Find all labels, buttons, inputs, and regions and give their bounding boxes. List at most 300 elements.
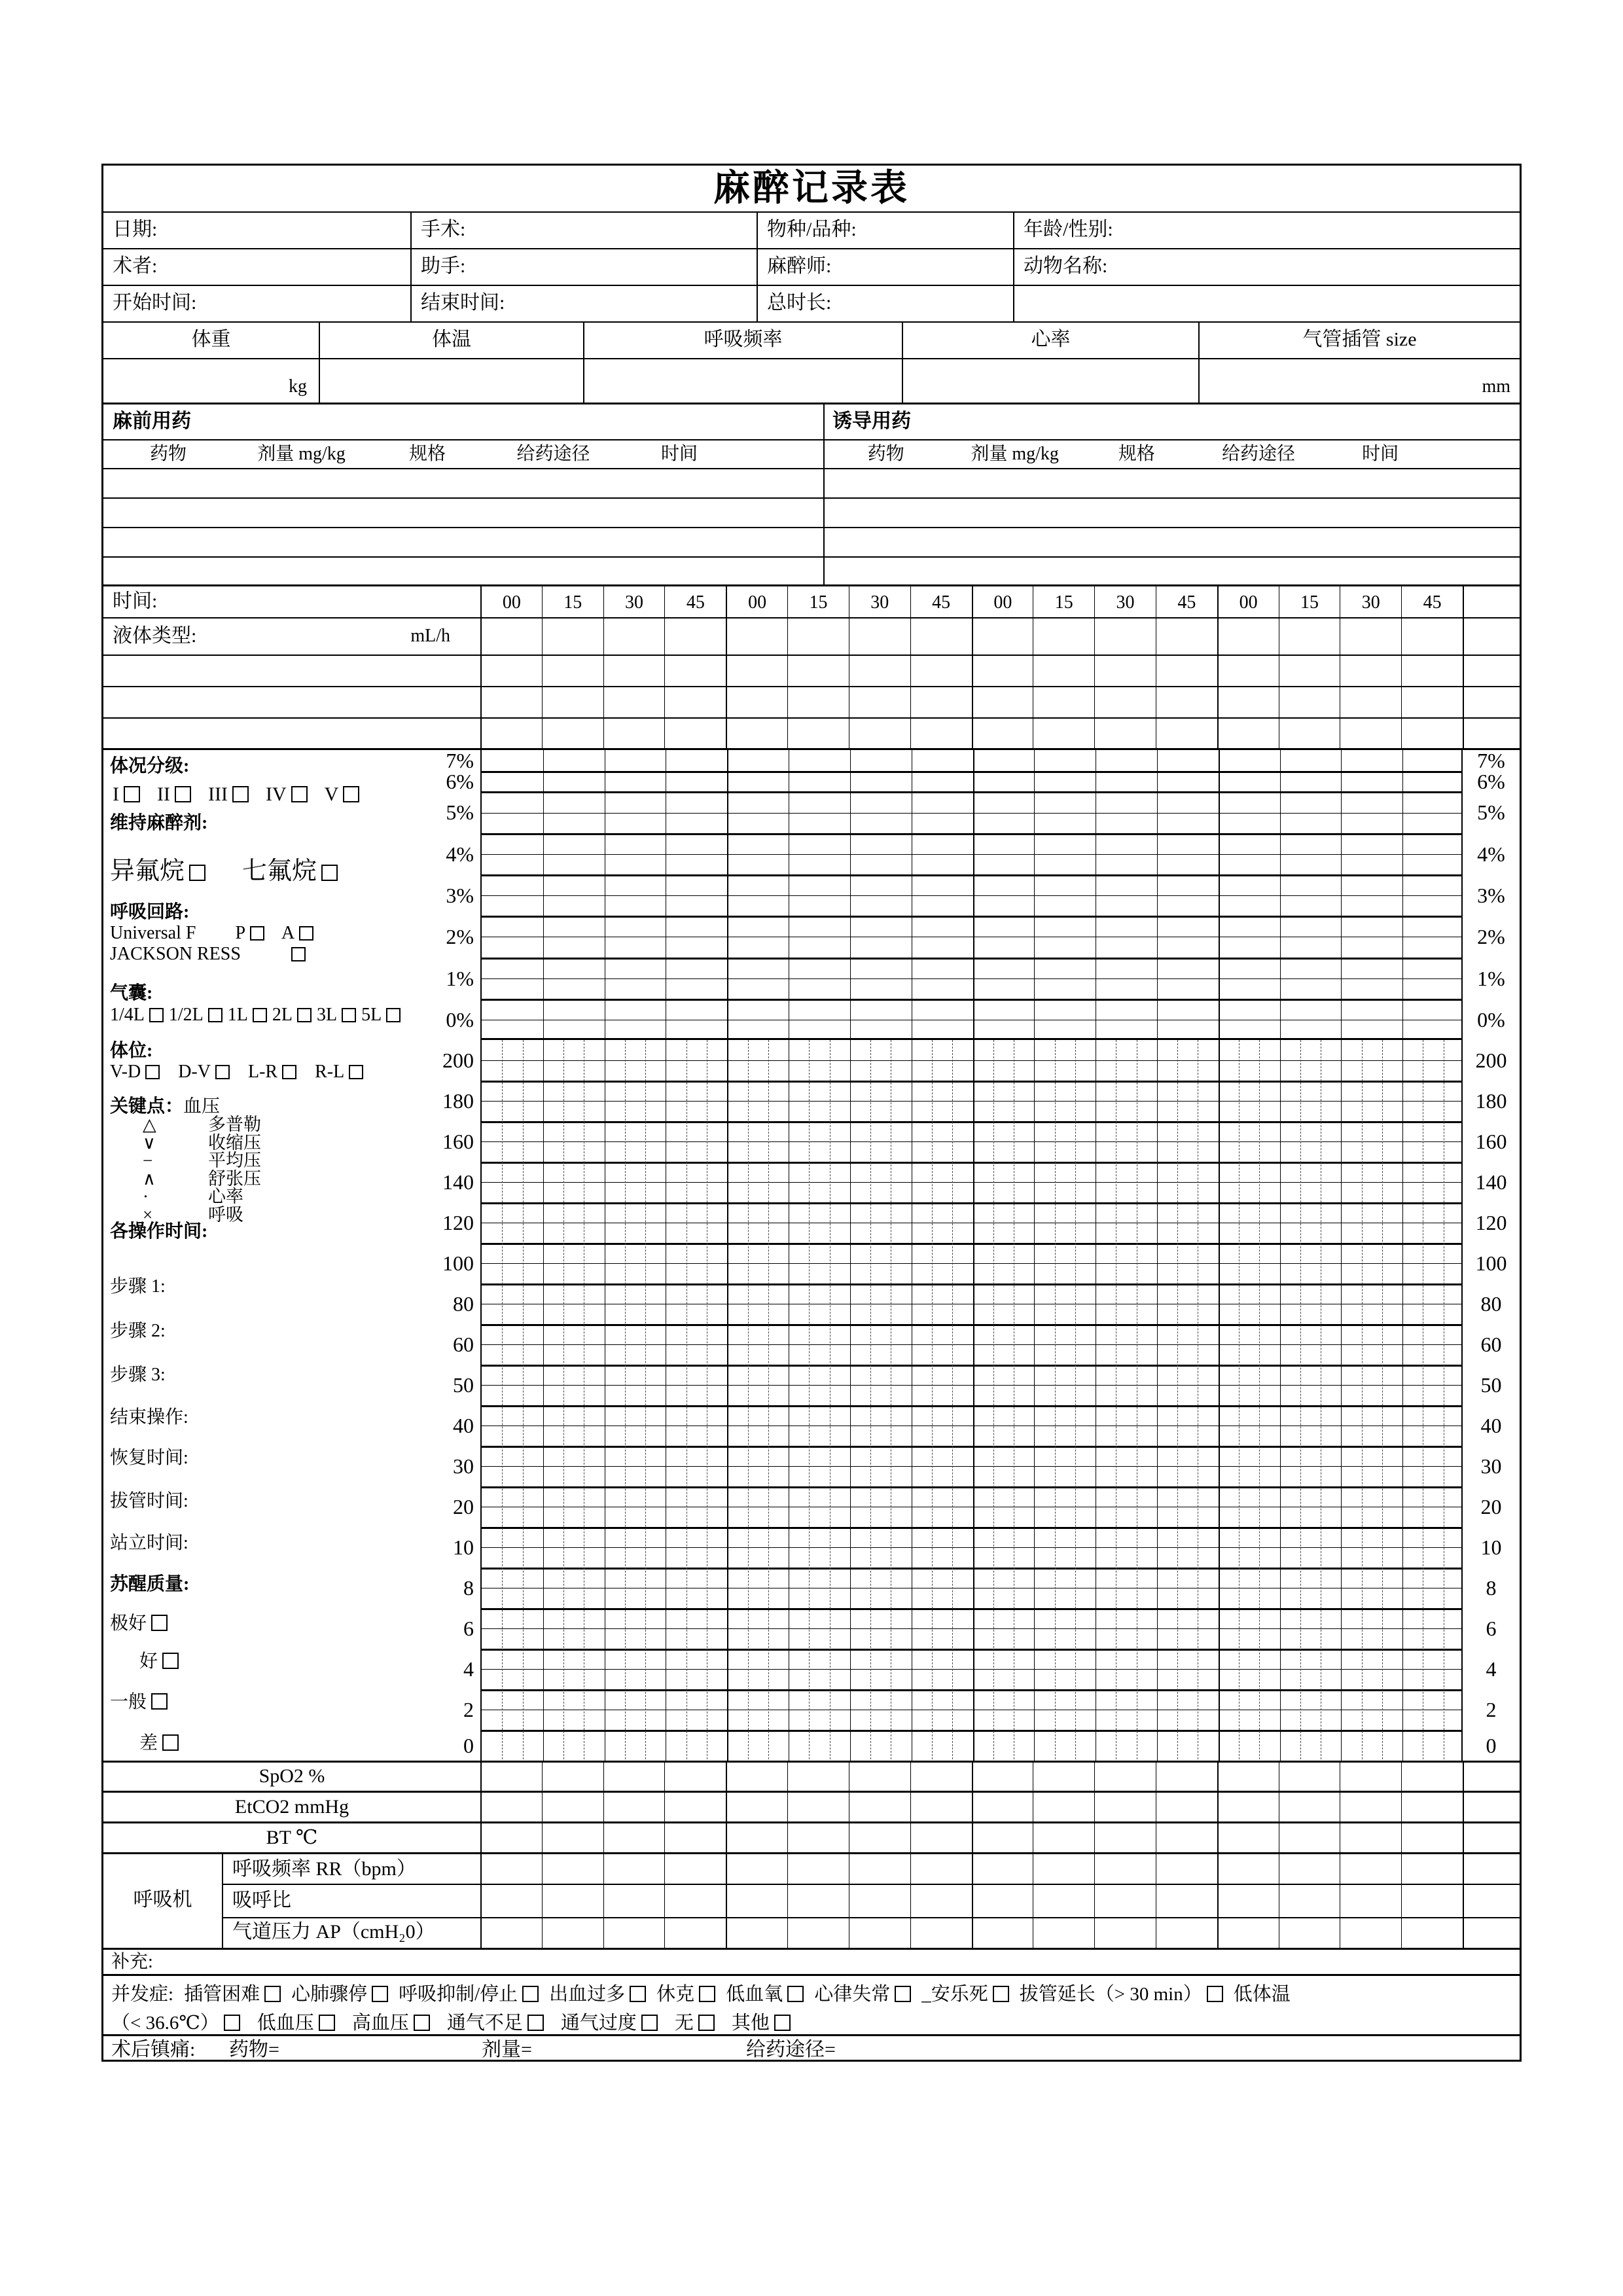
fluid-row-label xyxy=(103,619,480,655)
vitals-header-row xyxy=(103,321,1520,358)
duration-label: 总时长: xyxy=(767,292,832,314)
grid-entry-cell[interactable] xyxy=(1401,1823,1463,1852)
rr-label: 呼吸频率 RR（bpm） xyxy=(232,1858,416,1880)
grid-entry-cell[interactable] xyxy=(1094,1854,1156,1884)
grid-entry-cell[interactable] xyxy=(972,619,1033,655)
divider xyxy=(223,1917,1520,1918)
grid-heavy-line xyxy=(482,1202,1461,1204)
grid-entry-cell[interactable] xyxy=(787,719,849,748)
med-column-header: 剂量 mg/kg xyxy=(257,444,346,464)
grid-entry-cell[interactable] xyxy=(480,1763,542,1791)
grid-entry-cell[interactable] xyxy=(1094,1763,1156,1791)
anesthetic-percent-grid[interactable] xyxy=(480,750,1463,1040)
grid-heavy-line xyxy=(482,1283,1461,1285)
complication-checkbox[interactable] xyxy=(787,1986,804,2002)
grid-dotted-line xyxy=(1382,1040,1383,1763)
recovery-checkbox[interactable] xyxy=(151,1615,168,1631)
circuit-checkbox[interactable] xyxy=(299,926,313,941)
grid-entry-cell[interactable] xyxy=(1094,1917,1156,1948)
bag-option-label: 1/2L xyxy=(168,1005,204,1025)
grid-entry-cell[interactable] xyxy=(787,1763,849,1791)
grid-entry-cell[interactable] xyxy=(1401,719,1463,748)
grid-entry-cell[interactable] xyxy=(1463,1823,1520,1852)
time-slot-cell[interactable]: 00 xyxy=(726,586,787,617)
grid-entry-cell[interactable] xyxy=(1094,656,1156,686)
grid-entry-cell[interactable] xyxy=(1279,1917,1340,1948)
time-slot-cell[interactable]: 30 xyxy=(1340,586,1401,617)
grid-entry-cell[interactable] xyxy=(603,1854,665,1884)
grid-entry-cell[interactable] xyxy=(1094,1793,1156,1821)
bag-checkbox[interactable] xyxy=(342,1008,356,1022)
position-option xyxy=(178,1062,230,1082)
grid-entry-cell[interactable] xyxy=(1033,1854,1094,1884)
grid-entry-cell[interactable] xyxy=(664,1884,726,1917)
vital-axis-label-left: 6 xyxy=(463,1617,474,1640)
grid-entry-cell[interactable] xyxy=(1279,656,1340,686)
grid-entry-cell[interactable] xyxy=(1279,1793,1340,1821)
pct-axis-label-left: 1% xyxy=(446,966,474,990)
grid-entry-cell[interactable] xyxy=(1156,656,1217,686)
grid-entry-cell[interactable] xyxy=(542,1793,603,1821)
bag-option-label: 1/4L xyxy=(110,1005,145,1025)
recovery-option-label: 差 xyxy=(139,1733,158,1753)
grid-entry-cell[interactable] xyxy=(849,719,910,748)
time-slot-cell[interactable]: 45 xyxy=(1401,586,1463,617)
time-slot-cell[interactable]: 30 xyxy=(849,586,910,617)
grid-entry-cell[interactable] xyxy=(910,1917,972,1948)
info-empty-cell[interactable] xyxy=(1013,286,1520,321)
vitals-value-cell[interactable] xyxy=(319,359,583,403)
grid-entry-cell[interactable] xyxy=(972,656,1033,686)
grid-entry-cell[interactable] xyxy=(726,1917,787,1948)
grid-entry-cell[interactable] xyxy=(1217,1854,1279,1884)
grid-entry-cell[interactable] xyxy=(910,1763,972,1791)
grid-entry-cell[interactable] xyxy=(1401,1917,1463,1948)
grid-entry-cell[interactable] xyxy=(1156,1793,1217,1821)
grid-entry-cell[interactable] xyxy=(1340,656,1401,686)
complication-checkbox[interactable] xyxy=(774,2015,791,2031)
grid-entry-cell[interactable] xyxy=(1463,1884,1520,1917)
grid-entry-cell[interactable] xyxy=(1094,687,1156,717)
complication-checkbox[interactable] xyxy=(527,2015,544,2031)
pct-axis-label-left: 3% xyxy=(446,883,474,907)
grid-entry-cell[interactable] xyxy=(480,656,542,686)
grid-entry-cell[interactable] xyxy=(1340,1884,1401,1917)
recovery-checkbox[interactable] xyxy=(162,1653,179,1669)
complication-checkbox[interactable] xyxy=(522,1986,539,2002)
grid-entry-cell[interactable] xyxy=(787,656,849,686)
grid-entry-cell[interactable] xyxy=(1279,619,1340,655)
grid-entry-cell[interactable] xyxy=(726,656,787,686)
grid-entry-cell[interactable] xyxy=(972,1793,1033,1821)
complication-item xyxy=(184,1979,281,2006)
complication-item-label: （< 36.6℃） xyxy=(111,2012,219,2034)
vitals-value-cell[interactable] xyxy=(1198,359,1520,403)
grid-entry-cell[interactable] xyxy=(480,1823,542,1852)
grid-entry-cell[interactable] xyxy=(1217,1793,1279,1821)
grid-entry-cell[interactable] xyxy=(1217,1917,1279,1948)
grid-entry-cell[interactable] xyxy=(664,1917,726,1948)
time-slot-cell[interactable]: 00 xyxy=(1217,586,1279,617)
grid-entry-cell[interactable] xyxy=(910,1854,972,1884)
grid-entry-cell[interactable] xyxy=(1279,687,1340,717)
vital-axis-label-left: 30 xyxy=(453,1454,474,1478)
grid-entry-cell[interactable] xyxy=(726,1823,787,1852)
time-slot-cell[interactable]: 15 xyxy=(542,586,603,617)
medication-entry-row[interactable] xyxy=(103,556,1520,584)
grid-entry-cell[interactable] xyxy=(849,619,910,655)
grid-entry-cell[interactable] xyxy=(849,656,910,686)
grid-entry-cell[interactable] xyxy=(542,619,603,655)
time-slot-cell[interactable]: 30 xyxy=(603,586,665,617)
complication-checkbox[interactable] xyxy=(414,2015,430,2031)
vitals-value-cell[interactable] xyxy=(902,359,1198,403)
grid-entry-cell[interactable] xyxy=(1463,687,1520,717)
medication-title-row xyxy=(103,403,1520,439)
bag-checkbox[interactable] xyxy=(386,1008,401,1022)
grid-heavy-line xyxy=(482,1527,1461,1529)
grid-entry-cell[interactable] xyxy=(787,1884,849,1917)
grid-entry-cell[interactable] xyxy=(972,1917,1033,1948)
grid-entry-cell[interactable] xyxy=(910,719,972,748)
grid-entry-cell[interactable] xyxy=(1340,687,1401,717)
grid-entry-cell[interactable] xyxy=(542,1884,603,1917)
grid-entry-cell[interactable] xyxy=(1279,1823,1340,1852)
grid-entry-cell[interactable] xyxy=(910,619,972,655)
surgery-field[interactable] xyxy=(410,213,757,248)
maintenance-checkbox[interactable] xyxy=(321,865,338,881)
grid-entry-cell[interactable] xyxy=(603,1763,665,1791)
grid-heavy-line xyxy=(482,1649,1461,1651)
grid-entry-cell[interactable] xyxy=(1094,1884,1156,1917)
grid-entry-cell[interactable] xyxy=(1033,1884,1094,1917)
grid-entry-cell[interactable] xyxy=(480,687,542,717)
species-field[interactable] xyxy=(757,213,1013,248)
assistant-field[interactable] xyxy=(410,249,757,285)
grid-vertical-line xyxy=(727,1040,728,1763)
grid-thin-line xyxy=(482,1466,1461,1467)
grid-entry-cell[interactable] xyxy=(1340,619,1401,655)
grid-entry-cell[interactable] xyxy=(787,687,849,717)
time-slot-cell[interactable]: 00 xyxy=(480,586,542,617)
grid-entry-cell[interactable] xyxy=(1217,687,1279,717)
grid-entry-cell[interactable] xyxy=(1279,1763,1340,1791)
grid-entry-cell[interactable] xyxy=(849,1823,910,1852)
grid-entry-cell[interactable] xyxy=(787,619,849,655)
complication-checkbox[interactable] xyxy=(895,1986,911,2002)
bag-checkbox[interactable] xyxy=(253,1008,267,1022)
grid-entry-cell[interactable] xyxy=(1033,1793,1094,1821)
grid-entry-cell[interactable] xyxy=(1279,1854,1340,1884)
grid-entry-cell[interactable] xyxy=(1033,687,1094,717)
grid-entry-cell[interactable] xyxy=(726,1884,787,1917)
grid-entry-cell[interactable] xyxy=(1463,1854,1520,1884)
asa-checkbox[interactable] xyxy=(124,786,140,802)
time-header-row xyxy=(103,584,1520,617)
time-slot-cell[interactable]: 15 xyxy=(1279,586,1340,617)
complication-checkbox[interactable] xyxy=(993,1986,1009,2002)
bag-checkbox[interactable] xyxy=(149,1008,164,1022)
grid-entry-cell[interactable] xyxy=(787,1823,849,1852)
grid-entry-cell[interactable] xyxy=(1217,1884,1279,1917)
grid-entry-cell[interactable] xyxy=(849,1793,910,1821)
end-time-label: 结束时间: xyxy=(421,292,505,314)
recovery-option-label: 好 xyxy=(139,1651,158,1672)
grid-entry-cell[interactable] xyxy=(726,1793,787,1821)
grid-entry-cell[interactable] xyxy=(972,1763,1033,1791)
circuit-checkbox[interactable] xyxy=(250,926,264,941)
maintenance-option xyxy=(110,857,205,885)
grid-entry-cell[interactable] xyxy=(787,1793,849,1821)
grid-entry-cell[interactable] xyxy=(1156,1854,1217,1884)
grid-entry-cell[interactable] xyxy=(1156,619,1217,655)
grid-entry-cell[interactable] xyxy=(1033,1917,1094,1948)
complication-checkbox[interactable] xyxy=(699,1986,715,2002)
asa-checkbox[interactable] xyxy=(343,786,359,802)
grid-entry-cell[interactable] xyxy=(1156,719,1217,748)
grid-entry-cell[interactable] xyxy=(1033,1763,1094,1791)
grid-entry-cell[interactable] xyxy=(849,687,910,717)
divider xyxy=(823,404,825,439)
grid-entry-cell[interactable] xyxy=(1094,619,1156,655)
grid-entry-cell[interactable] xyxy=(1401,1793,1463,1821)
grid-entry-cell[interactable] xyxy=(787,1854,849,1884)
bag-checkbox[interactable] xyxy=(208,1008,223,1022)
grid-entry-cell[interactable] xyxy=(910,687,972,717)
pct-axis-label-left: 7% xyxy=(446,749,474,772)
circuit-checkbox[interactable] xyxy=(291,947,306,961)
grid-entry-cell[interactable] xyxy=(1340,1823,1401,1852)
anesthetist-field[interactable] xyxy=(757,249,1013,285)
grid-entry-cell[interactable] xyxy=(1156,1763,1217,1791)
complication-item-label: 心律失常 xyxy=(814,1983,891,2005)
grid-vertical-line xyxy=(973,750,974,1038)
bag-checkbox[interactable] xyxy=(297,1008,312,1022)
complication-checkbox[interactable] xyxy=(641,2015,658,2031)
position-checkbox[interactable] xyxy=(349,1065,363,1079)
medication-entry-row[interactable] xyxy=(103,527,1520,556)
date-label: 日期: xyxy=(113,219,158,240)
grid-entry-cell[interactable] xyxy=(1340,1854,1401,1884)
grid-entry-cell[interactable] xyxy=(1217,719,1279,748)
grid-entry-cell[interactable] xyxy=(1094,1823,1156,1852)
grid-entry-cell[interactable] xyxy=(1217,1763,1279,1791)
grid-entry-cell[interactable] xyxy=(480,1917,542,1948)
surgeon-field[interactable] xyxy=(103,249,410,285)
grid-entry-cell[interactable] xyxy=(1401,1763,1463,1791)
grid-entry-cell[interactable] xyxy=(1401,687,1463,717)
grid-entry-cell[interactable] xyxy=(664,719,726,748)
asa-checkbox[interactable] xyxy=(232,786,249,802)
grid-entry-cell[interactable] xyxy=(1217,1823,1279,1852)
position-checkbox[interactable] xyxy=(215,1065,230,1079)
grid-entry-cell[interactable] xyxy=(1340,1917,1401,1948)
time-slot-cell[interactable]: 15 xyxy=(787,586,849,617)
grid-entry-cell[interactable] xyxy=(726,719,787,748)
grid-entry-cell[interactable] xyxy=(664,1793,726,1821)
grid-entry-cell[interactable] xyxy=(1033,656,1094,686)
grid-entry-cell[interactable] xyxy=(542,656,603,686)
grid-entry-cell[interactable] xyxy=(910,1823,972,1852)
grid-entry-cell[interactable] xyxy=(603,1917,665,1948)
grid-entry-cell[interactable] xyxy=(910,1793,972,1821)
grid-entry-cell[interactable] xyxy=(480,1884,542,1917)
grid-entry-cell[interactable] xyxy=(787,1917,849,1948)
grid-entry-cell[interactable] xyxy=(1401,1884,1463,1917)
grid-entry-cell[interactable] xyxy=(1463,619,1520,655)
asa-checkbox[interactable] xyxy=(291,786,308,802)
grid-entry-cell[interactable] xyxy=(603,619,665,655)
grid-entry-cell[interactable] xyxy=(1340,1763,1401,1791)
maintenance-option-label: 七氟烷 xyxy=(242,857,317,885)
grid-entry-cell[interactable] xyxy=(1033,1823,1094,1852)
complication-checkbox[interactable] xyxy=(1207,1986,1223,2002)
grid-entry-cell[interactable] xyxy=(972,719,1033,748)
time-slot-cell[interactable] xyxy=(1463,586,1520,617)
grid-entry-cell[interactable] xyxy=(1401,619,1463,655)
grid-entry-cell[interactable] xyxy=(1217,656,1279,686)
grid-entry-cell[interactable] xyxy=(726,1763,787,1791)
maintenance-checkbox[interactable] xyxy=(189,865,205,881)
recovery-checkbox[interactable] xyxy=(151,1693,168,1710)
grid-entry-cell[interactable] xyxy=(726,687,787,717)
grid-entry-cell[interactable] xyxy=(910,656,972,686)
duration-field[interactable] xyxy=(757,286,1013,321)
time-slot-cell[interactable]: 30 xyxy=(1094,586,1156,617)
grid-entry-cell[interactable] xyxy=(1217,619,1279,655)
time-slot-cell[interactable]: 00 xyxy=(972,586,1033,617)
time-slot-cell[interactable]: 45 xyxy=(910,586,972,617)
grid-entry-cell[interactable] xyxy=(603,1884,665,1917)
grid-entry-cell[interactable] xyxy=(1033,719,1094,748)
grid-entry-cell[interactable] xyxy=(664,1823,726,1852)
grid-entry-cell[interactable] xyxy=(542,1917,603,1948)
complication-item-label: 通气不足 xyxy=(446,2012,523,2034)
time-slot-cell[interactable]: 45 xyxy=(1156,586,1217,617)
grid-entry-cell[interactable] xyxy=(726,1854,787,1884)
complication-checkbox[interactable] xyxy=(630,1986,646,2002)
vital-axis-label-right: 40 xyxy=(1480,1414,1502,1437)
grid-entry-cell[interactable] xyxy=(1279,719,1340,748)
recovery-checkbox[interactable] xyxy=(162,1734,179,1751)
pct-axis-label-left: 4% xyxy=(446,842,474,866)
grid-entry-cell[interactable] xyxy=(1156,1917,1217,1948)
grid-entry-cell[interactable] xyxy=(664,1763,726,1791)
complication-item xyxy=(352,2008,430,2035)
complication-item xyxy=(561,2008,658,2035)
date-field[interactable] xyxy=(103,213,410,248)
vital-axis-label-left: 40 xyxy=(453,1414,474,1437)
grid-entry-cell[interactable] xyxy=(480,719,542,748)
grid-entry-cell[interactable] xyxy=(603,656,665,686)
grid-entry-cell[interactable] xyxy=(1340,719,1401,748)
grid-entry-cell[interactable] xyxy=(542,687,603,717)
grid-entry-cell[interactable] xyxy=(972,1823,1033,1852)
grid-entry-cell[interactable] xyxy=(1033,619,1094,655)
grid-entry-cell[interactable] xyxy=(603,1823,665,1852)
grid-entry-cell[interactable] xyxy=(1463,719,1520,748)
complication-checkbox[interactable] xyxy=(372,1986,388,2002)
complication-item xyxy=(399,1979,539,2006)
grid-entry-cell[interactable] xyxy=(1463,1917,1520,1948)
grid-entry-cell[interactable] xyxy=(542,1763,603,1791)
end-time-field[interactable] xyxy=(410,286,757,321)
start-time-field[interactable] xyxy=(103,286,410,321)
grid-entry-cell[interactable] xyxy=(910,1884,972,1917)
grid-entry-cell[interactable] xyxy=(664,619,726,655)
vital-signs-grid[interactable] xyxy=(480,1040,1463,1763)
medication-entry-row[interactable] xyxy=(103,497,1520,527)
grid-entry-cell[interactable] xyxy=(1156,1884,1217,1917)
vitals-value-cell[interactable] xyxy=(583,359,902,403)
vitals-value-cell[interactable] xyxy=(103,359,319,403)
grid-entry-cell[interactable] xyxy=(1463,656,1520,686)
grid-entry-cell[interactable] xyxy=(480,619,542,655)
grid-entry-cell[interactable] xyxy=(664,656,726,686)
grid-entry-cell[interactable] xyxy=(849,1854,910,1884)
grid-entry-cell[interactable] xyxy=(1340,1793,1401,1821)
grid-entry-cell[interactable] xyxy=(1156,1823,1217,1852)
grid-entry-cell[interactable] xyxy=(603,719,665,748)
grid-entry-cell[interactable] xyxy=(849,1917,910,1948)
grid-entry-cell[interactable] xyxy=(542,1854,603,1884)
fluid-unit-label: mL/h xyxy=(410,626,450,646)
medication-entry-row[interactable] xyxy=(103,468,1520,497)
complication-checkbox[interactable] xyxy=(319,2015,335,2031)
grid-entry-cell[interactable] xyxy=(849,1763,910,1791)
supplement-row[interactable] xyxy=(103,1948,1520,1974)
complication-item-label: 拔管延长（> 30 min） xyxy=(1019,1983,1202,2005)
time-slot-cell[interactable]: 45 xyxy=(664,586,726,617)
grid-entry-cell[interactable] xyxy=(480,1793,542,1821)
complication-checkbox[interactable] xyxy=(224,2015,240,2031)
time-slot-cell[interactable]: 15 xyxy=(1033,586,1094,617)
grid-entry-cell[interactable] xyxy=(1463,1793,1520,1821)
complication-item-label: 高血压 xyxy=(351,2012,409,2034)
grid-entry-cell[interactable] xyxy=(603,1793,665,1821)
grid-dotted-line xyxy=(809,1040,810,1763)
grid-entry-cell[interactable] xyxy=(726,619,787,655)
grid-entry-cell[interactable] xyxy=(972,1884,1033,1917)
animal-name-field[interactable] xyxy=(1013,249,1520,285)
grid-entry-cell[interactable] xyxy=(480,1854,542,1884)
grid-entry-cell[interactable] xyxy=(664,1854,726,1884)
grid-heavy-line xyxy=(482,1568,1461,1570)
position-checkbox[interactable] xyxy=(282,1065,296,1079)
grid-entry-cell[interactable] xyxy=(972,1854,1033,1884)
grid-entry-cell[interactable] xyxy=(1401,656,1463,686)
complication-checkbox[interactable] xyxy=(264,1986,281,2002)
grid-entry-cell[interactable] xyxy=(1156,687,1217,717)
grid-entry-cell[interactable] xyxy=(603,687,665,717)
grid-entry-cell[interactable] xyxy=(1279,1884,1340,1917)
grid-entry-cell[interactable] xyxy=(849,1884,910,1917)
grid-entry-cell[interactable] xyxy=(664,687,726,717)
grid-entry-cell[interactable] xyxy=(542,1823,603,1852)
grid-entry-cell[interactable] xyxy=(542,719,603,748)
asa-checkbox[interactable] xyxy=(175,786,191,802)
grid-entry-cell[interactable] xyxy=(1401,1854,1463,1884)
postop-analgesia-row[interactable] xyxy=(103,2034,1520,2064)
age-sex-field[interactable] xyxy=(1013,213,1520,248)
position-checkbox[interactable] xyxy=(145,1065,160,1079)
grid-entry-cell[interactable] xyxy=(1094,719,1156,748)
bag-option-label: 2L xyxy=(272,1005,293,1025)
grid-entry-cell[interactable] xyxy=(972,687,1033,717)
grid-entry-cell[interactable] xyxy=(1463,1763,1520,1791)
complication-item xyxy=(814,1979,911,2006)
complication-checkbox[interactable] xyxy=(698,2015,715,2031)
